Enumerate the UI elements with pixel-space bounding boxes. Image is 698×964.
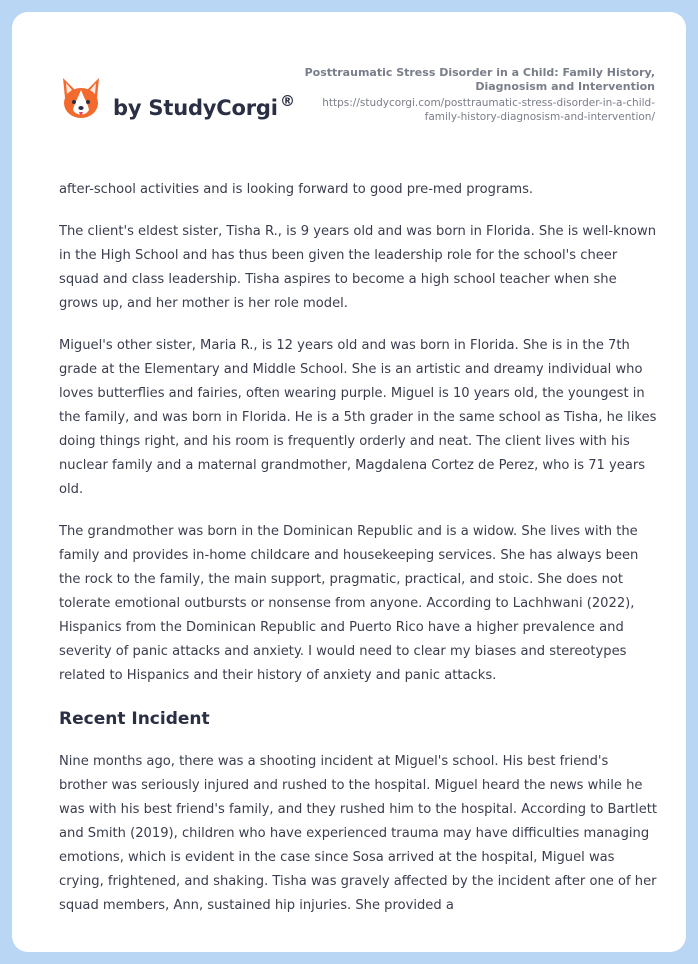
paragraph: Nine months ago, there was a shooting incident at Miguel's school. His best friend's brother was seriously injured and rushed to the hospital. Miguel heard the news while he was with his best friend's family, and they rushed him to the hospital. According to Bartlett and Smith (2019), children who have experienced trauma may have difficulties managing emotions, which is evident in the case since Sosa arrived at the hospital, Miguel was crying, frightened, and shaking. Tisha was gravely affected by the incident after one of her squad members, Ann, sustained hip injuries. She provided a: [59, 754, 658, 913]
paragraph: The grandmother was born in the Dominican Republic and is a widow. She lives with the family and provides in-home childcare and housekeeping services. She has always been the rock to the family, the main support, pragmatic, practical, and stoic. She does not tolerate emotional outbursts or nonsense from anyone. According to Lachhwani (2022), Hispanics from the Dominican Republic and Puerto Rico have a higher prevalence and severity of panic attacks and anxiety. I would need to clear my biases and stereotypes related to Hispanics and their history of anxiety and panic attacks.: [59, 524, 639, 683]
brand-name: by StudyCorgi: [113, 96, 278, 120]
document-title: Posttraumatic Stress Disorder in a Child: Family History, Diagnosism and Intervention: [304, 66, 655, 93]
paragraph: Miguel's other sister, Maria R., is 12 years old and was born in Florida. She is in the 7th grade at the Elementary and Middle School. She is an artistic and dreamy individual who loves butterflies and fairies, often wearing purple. Miguel is 10 years old, the youngest in the family, and was born in Florida. He is a 5th grader in the same school as Tisha, he likes doing things right, and his room is frequently orderly and neat. The client lives with his nuclear family and a maternal grandmother, Magdalena Cortez de Perez, who is 71 years old.: [59, 338, 657, 497]
page-card: [12, 12, 686, 952]
paragraph: after-school activities and is looking forward to good pre-med programs.: [59, 182, 534, 197]
header: [12, 12, 686, 162]
document-body: [59, 178, 659, 936]
corgi-icon: [60, 76, 102, 122]
registered-mark: ®: [280, 92, 295, 110]
studycorgi-logo[interactable]: [60, 76, 300, 128]
paragraph: The client's eldest sister, Tisha R., is 9 years old and was born in Florida. She is well-known in the High School and has thus been given the leadership role for the school's cheer squad and class leadership. Tisha aspires to become a high school teacher when she grows up, and her mother is her role model.: [59, 224, 657, 311]
section-heading: Recent Incident: [59, 709, 210, 729]
document-url[interactable]: https://studycorgi.com/posttraumatic-stress-disorder-in-a-child-family-history-diagnosism-and-intervention/: [322, 97, 655, 123]
